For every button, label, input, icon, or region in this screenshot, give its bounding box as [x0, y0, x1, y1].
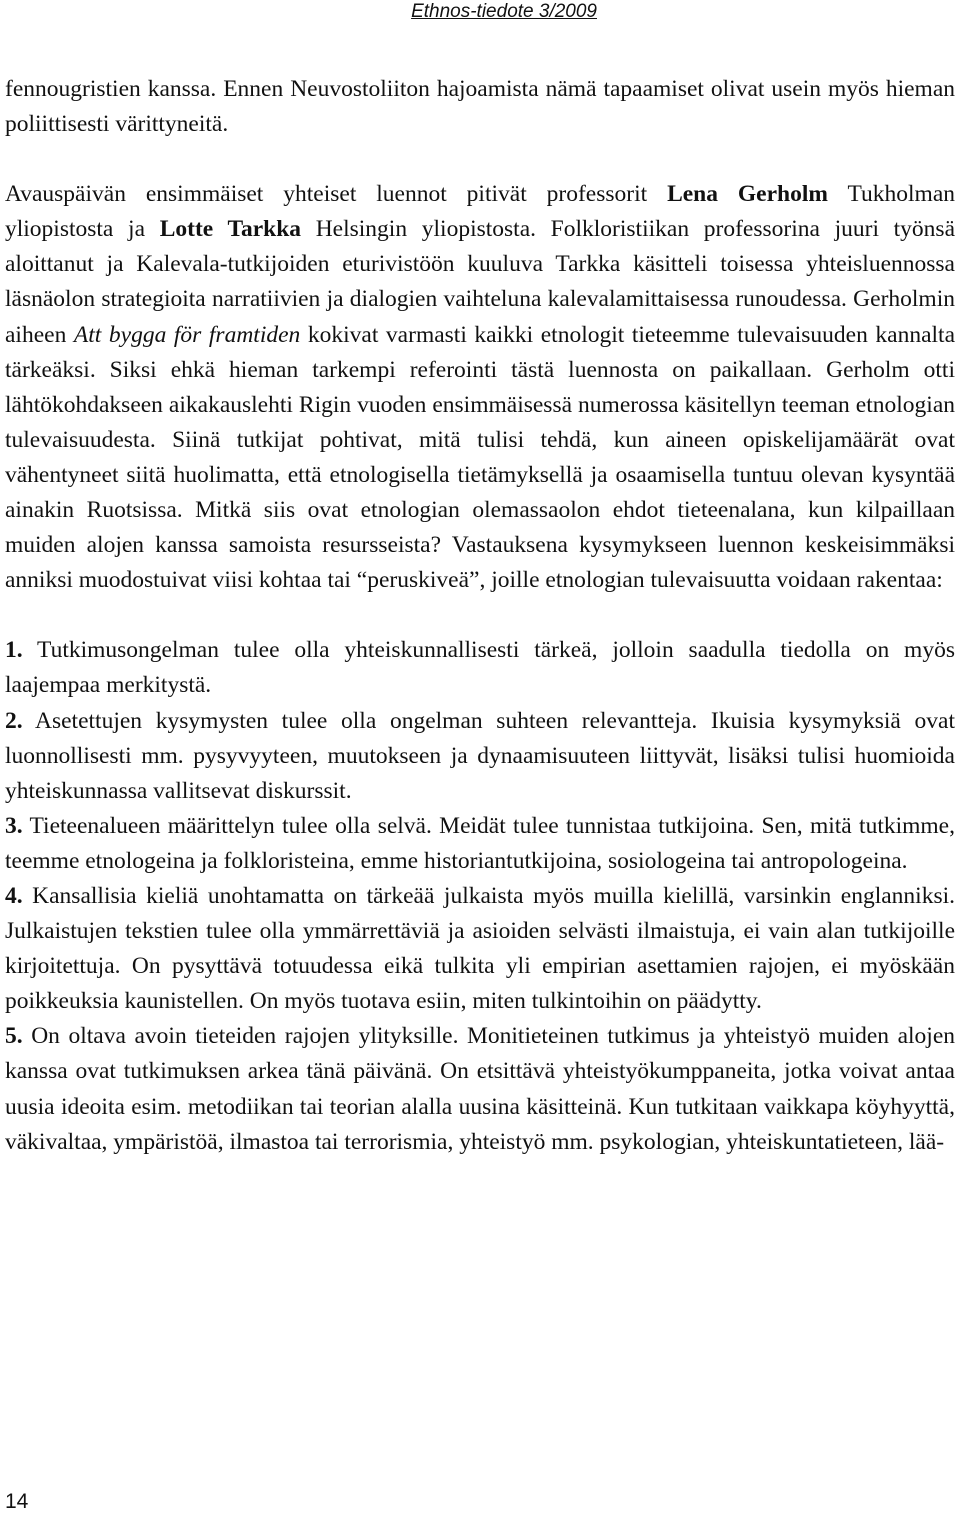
list-item	[5, 879, 955, 1019]
lecture-title: Att bygga för framtiden	[73, 321, 301, 348]
list-item-text: Tutkimusongelman tulee olla yhteiskunnallisesti tärkeä, jolloin saadulla tiedolla on myös laajempaa merkitystä.	[5, 637, 955, 699]
text-run: Helsingin yliopistosta. Folkloristiikan professorina juuri työnsä aloittanut ja Kalevala-tutkijoiden eturivistöön kuuluva Tarkka käsitteli toisessa yhteisluennossa läsnäolon strategioita narratiivien ja dialogien vaihteluna kalevalamittaisessa runoudessa. Gerholmin aiheen	[5, 216, 955, 348]
text-run: Avauspäivän ensimmäiset yhteiset luennot pitivät professorit	[5, 181, 668, 208]
list-item-text: On oltava avoin tieteiden rajojen ylityksille. Monitieteinen tutkimus ja yhteistyö muiden alojen kanssa ovat tutkimuksen arkea tänä päivänä. On etsittävä yhteistyökumppaneita, jotka voivat antaa uusia ideoita esim. metodiikan tai teorian alalla uusina käsitteinä. Kun tutkitaan vaikkapa köyhyyttä, väkivaltaa, ympäristöä, ilmastoa tai terrorismia, yhteistyö mm. psykologian, yhteiskuntatieteen, lää-	[5, 1023, 955, 1155]
list-item-text: Kansallisia kieliä unohtamatta on tärkeää julkaista myös muilla kielillä, varsinkin englanniksi. Julkaistujen tekstien tulee olla ymmärrettäviä ja asioiden selvästi ilmaistuja, ei vain alan tutkijoille kirjoitettuja. On pysyttävä totuudessa eikä tulkita yli empirian asettamien rajojen, ei myöskään poikkeuksia kaunistellen. On myös tuotava esiin, miten tulkintoihin on päädytty.	[5, 882, 955, 1015]
list-item-text: Asetettujen kysymysten tulee olla ongelman suhteen relevantteja. Ikuisia kysymyksiä ovat luonnollisesti mm. pysyvyyteen, muutokseen ja dynaamisuuteen liittyvät, lisäksi tulisi huomioida yhteiskunnassa vallitsevat diskurssit.	[5, 707, 955, 804]
list-item-number: 3.	[5, 812, 23, 839]
list-item-number: 4.	[5, 882, 23, 909]
list-item-number: 1.	[5, 637, 23, 664]
list-item	[5, 704, 955, 809]
list-item-text: Tieteenalueen määrittelyn tulee olla selvä. Meidät tulee tunnistaa tutkijoina. Sen, mitä tutkimme, teemme etnologeina ja folkloristeina, emme historiantutkijoina, sosiologeina tai antropologeina.	[5, 812, 955, 874]
person-name-tarkka: Lotte Tarkka	[159, 216, 302, 243]
list-item	[5, 1019, 955, 1159]
paragraph-lecture	[5, 177, 955, 598]
text-run: Tukholman yliopistosta ja	[5, 181, 955, 243]
article-body	[5, 72, 955, 1160]
list-item-number: 2.	[5, 707, 23, 734]
paragraph-gap	[5, 598, 955, 633]
paragraph-gap	[5, 142, 955, 177]
list-item	[5, 809, 955, 879]
page-number: 14	[5, 1490, 29, 1513]
paragraph-intro: fennougristien kanssa. Ennen Neuvostoliiton hajoamista nämä tapaamiset olivat usein myös hieman poliittisesti värittyneitä.	[5, 76, 955, 138]
list-item-number: 5.	[5, 1023, 23, 1050]
list-item	[5, 633, 955, 703]
person-name-gerholm: Lena Gerholm	[667, 181, 828, 208]
text-run: kokivat varmasti kaikki etnologit tieteemme tulevaisuuden kannalta tärkeäksi. Siksi ehkä hieman tarkempi referointi tästä luennosta on paikallaan. Gerholm otti lähtökohdakseen aikakauslehti Rigin vuoden ensimmäisessä numerossa käsitellyn teeman etnologian tulevaisuudesta. Siinä tutkijat pohtivat, mitä tulisi tehdä, kun aineen opiskelijamäärät ovat vähentyneet siitä huolimatta, että etnologisella tietämyksellä ja osaamisella tuntuu olevan kysyntää ainakin Ruotsissa. Mitkä siis ovat etnologian olemassaolon ehdot tieteenalana, kun kilpaillaan muiden alojen kanssa samoista resursseista? Vastauksena kysymykseen luennon keskeisimmäksi anniksi muodostuivat viisi kohtaa tai “peruskiveä”, joille etnologian tulevaisuutta voidaan rakentaa:	[5, 321, 956, 594]
running-header: Ethnos-tiedote 3/2009	[411, 1, 597, 22]
